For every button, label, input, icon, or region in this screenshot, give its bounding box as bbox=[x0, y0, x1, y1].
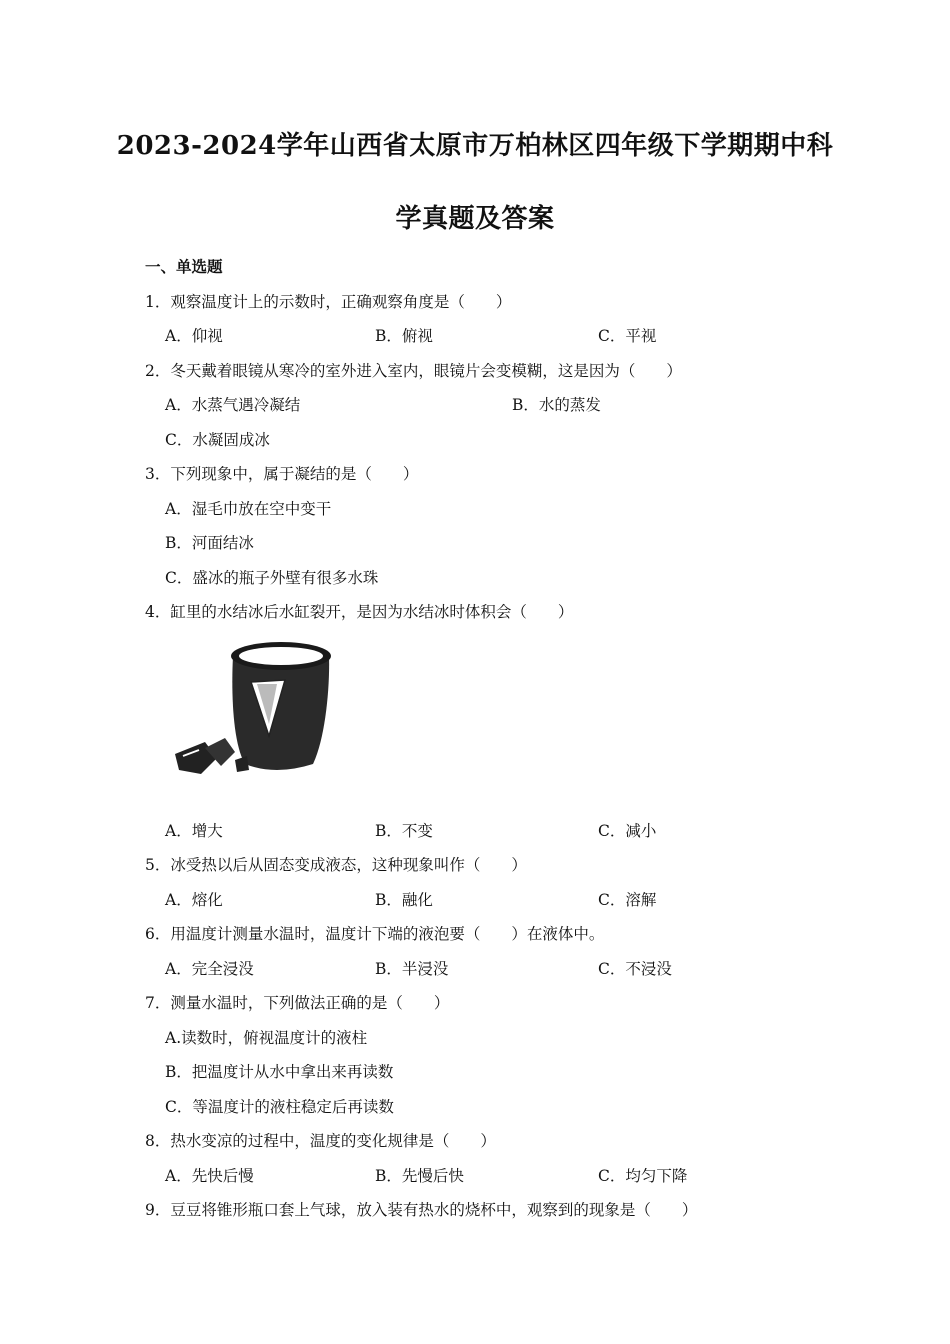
question-6: 6．用温度计测量水温时，温度计下端的液泡要（ ）在液体中。 bbox=[145, 925, 605, 943]
option-b: B．不变 bbox=[375, 821, 433, 840]
question-1: 1．观察温度计上的示数时，正确观察角度是（ ） bbox=[145, 292, 512, 311]
option-c: C．水凝固成冰 bbox=[165, 430, 270, 449]
options-row bbox=[145, 388, 825, 423]
option-b: B．半浸没 bbox=[375, 959, 449, 978]
option-a: A．湿毛巾放在空中变干 bbox=[165, 499, 332, 518]
option-b: B．河面结冰 bbox=[165, 534, 254, 552]
cracked-jar-icon bbox=[165, 634, 345, 794]
section-heading: 一、单选题 bbox=[145, 257, 223, 276]
document-title-line2: 学真题及答案 bbox=[395, 204, 555, 234]
question-3: 3．下列现象中，属于凝结的是（ ） bbox=[145, 465, 419, 483]
option-c: C．溶解 bbox=[598, 890, 657, 909]
option-a: A．先快后慢 bbox=[165, 1166, 254, 1185]
option-c: C．平视 bbox=[598, 327, 657, 345]
options-row bbox=[145, 1159, 825, 1194]
option-c: C．盛冰的瓶子外壁有很多水珠 bbox=[165, 568, 379, 587]
option-c: C．不浸没 bbox=[598, 959, 672, 978]
option-a: A．增大 bbox=[165, 821, 223, 840]
cracked-water-jar-image bbox=[145, 630, 825, 814]
option-a: A．水蒸气遇冷凝结 bbox=[165, 396, 301, 414]
question-9: 9．豆豆将锥形瓶口套上气球，放入装有热水的烧杯中，观察到的现象是（ ） bbox=[145, 1201, 698, 1219]
option-c: C．减小 bbox=[598, 821, 657, 840]
option-b: B．把温度计从水中拿出来再读数 bbox=[165, 1063, 394, 1081]
options-row bbox=[145, 952, 825, 987]
question-list bbox=[145, 250, 825, 1228]
option-a: A.读数时，俯视温度计的液柱 bbox=[165, 1028, 368, 1047]
option-a: A．完全浸没 bbox=[165, 959, 254, 978]
question-7: 7．测量水温时，下列做法正确的是（ ） bbox=[145, 994, 450, 1012]
option-b: B．先慢后快 bbox=[375, 1166, 464, 1185]
question-8: 8．热水变凉的过程中，温度的变化规律是（ ） bbox=[145, 1132, 496, 1150]
question-5: 5．冰受热以后从固态变成液态，这种现象叫作（ ） bbox=[145, 856, 527, 874]
option-b: B．俯视 bbox=[375, 327, 433, 345]
option-c: C．等温度计的液柱稳定后再读数 bbox=[165, 1097, 394, 1116]
document-title-line1: 2023-2024学年山西省太原市万柏林区四年级下学期期中科 bbox=[116, 131, 834, 161]
option-b: B．水的蒸发 bbox=[512, 396, 601, 414]
option-c: C．均匀下降 bbox=[598, 1166, 688, 1185]
options-row bbox=[145, 883, 825, 918]
options-row bbox=[145, 319, 825, 354]
option-a: A．熔化 bbox=[165, 890, 223, 909]
option-b: B．融化 bbox=[375, 890, 433, 909]
option-a: A．仰视 bbox=[165, 327, 223, 345]
options-row bbox=[145, 814, 825, 849]
question-2: 2．冬天戴着眼镜从寒冷的室外进入室内，眼镜片会变模糊，这是因为（ ） bbox=[145, 361, 682, 380]
question-4: 4．缸里的水结冰后水缸裂开，是因为水结冰时体积会（ ） bbox=[145, 603, 574, 621]
